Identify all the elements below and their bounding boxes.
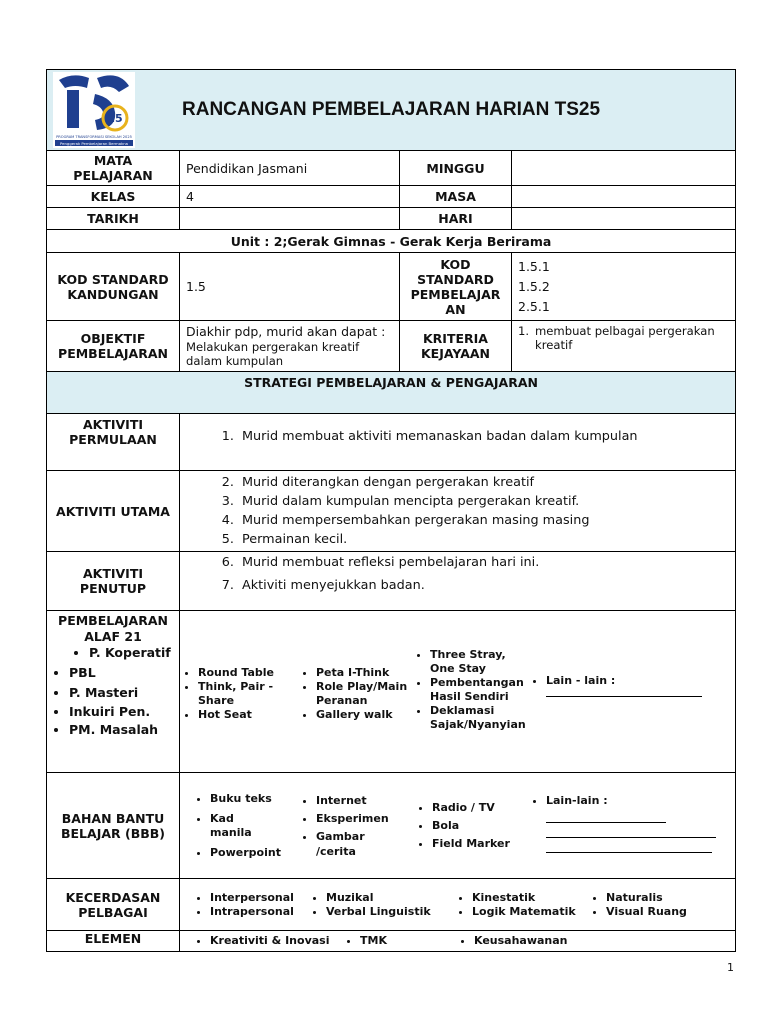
list-item: • Logik Matematik xyxy=(472,905,588,919)
list-item: 4. Murid mempersembahkan pergerakan masing masing xyxy=(238,511,729,530)
aktiviti-utama-list xyxy=(180,471,736,552)
svg-text:PROGRAM TRANSFORMASI SEKOLAH 2: PROGRAM TRANSFORMASI SEKOLAH 2025 xyxy=(56,135,132,139)
hari-label: HARI xyxy=(400,208,512,230)
strategy-heading: STRATEGI PEMBELAJARAN & PENGAJARAN xyxy=(47,372,736,414)
fill-in-line xyxy=(546,838,712,853)
list-item: • PBL xyxy=(69,663,175,683)
list-item: • P. Masteri xyxy=(69,683,175,703)
list-item: • Kreativiti & Inovasi xyxy=(210,934,342,948)
list-item: • Buku teks xyxy=(210,792,272,806)
list-item: • Field Marker xyxy=(432,835,528,853)
mata-pelajaran-value: Pendidikan Jasmani xyxy=(180,151,400,186)
minggu-value xyxy=(512,151,736,186)
kecerdasan-label: KECERDASAN PELBAGAI xyxy=(47,879,180,931)
masa-label: MASA xyxy=(400,186,512,208)
list-item: • Kad manila xyxy=(210,812,272,840)
tarikh-value xyxy=(180,208,400,230)
objective-row xyxy=(47,321,736,372)
list-item: 6. Murid membuat refleksi pembelajaran hari ini. xyxy=(238,553,729,572)
list-item: • Think, Pair - Share xyxy=(198,680,298,708)
unit-row xyxy=(47,230,736,253)
list-item: • Three Stray, One Stay xyxy=(430,648,524,676)
ts25-logo xyxy=(53,72,135,148)
list-item: • Kinestatik xyxy=(472,891,588,905)
objektif-value xyxy=(180,321,400,372)
kecerdasan-options xyxy=(180,879,736,931)
bbb-row xyxy=(47,773,736,879)
fill-in-line xyxy=(546,688,702,697)
kriteria-label: KRITERIA KEJAYAAN xyxy=(400,321,512,372)
elemen-options xyxy=(180,931,736,952)
pak21-options xyxy=(180,611,736,773)
list-item: • Verbal Linguistik xyxy=(326,905,454,919)
list-item: • Interpersonal xyxy=(210,891,308,905)
list-item: • P. Koperatif xyxy=(89,645,175,661)
list-item: • Inkuiri Pen. xyxy=(69,702,175,722)
list-item: • Hot Seat xyxy=(198,708,298,722)
ksp-value: 1.5.1 xyxy=(518,258,550,274)
svg-text:25: 25 xyxy=(107,112,123,125)
ksk-label: KOD STANDARD KANDUNGAN xyxy=(47,253,180,321)
objektif-intro: Diakhir pdp, murid akan dapat : xyxy=(186,324,386,339)
list-item: • Visual Ruang xyxy=(606,905,698,919)
fill-in-line xyxy=(546,823,716,838)
subject-row xyxy=(47,151,736,186)
class-row xyxy=(47,186,736,208)
bbb-options xyxy=(180,773,736,879)
list-item: 1. Murid membuat aktiviti memanaskan badan dalam kumpulan xyxy=(238,427,729,446)
list-item: • Lain-lain : xyxy=(546,794,713,808)
kecerdasan-row xyxy=(47,879,736,931)
lesson-plan-page xyxy=(46,69,735,952)
kriteria-value xyxy=(512,321,736,372)
list-item: • Intrapersonal xyxy=(210,905,308,919)
kriteria-text: membuat pelbagai pergerakan kreatif xyxy=(535,324,715,352)
aktiviti-permulaan-label: AKTIVITI PERMULAAN xyxy=(47,414,180,471)
list-item: • Naturalis xyxy=(606,891,698,905)
list-item: 2. Murid diterangkan dengan pergerakan kreatif xyxy=(238,473,729,492)
ksk-value: 1.5 xyxy=(180,253,400,321)
date-row xyxy=(47,208,736,230)
lesson-plan-table xyxy=(46,69,736,952)
list-item: • PM. Masalah xyxy=(69,722,175,737)
list-item: • Internet xyxy=(316,793,414,808)
list-item: • Gambar /cerita xyxy=(316,829,376,859)
closing-activity-row xyxy=(47,552,736,611)
pak21-row xyxy=(47,611,736,773)
list-item: • TMK xyxy=(360,934,456,948)
list-item: • Keusahawanan xyxy=(474,934,606,948)
ksp-label: KOD STANDARD PEMBELAJAR AN xyxy=(400,253,512,321)
kelas-label: KELAS xyxy=(47,186,180,208)
unit-title: Unit : 2;Gerak Gimnas - Gerak Kerja Berirama xyxy=(47,230,736,253)
list-item: • Powerpoint xyxy=(210,846,272,860)
list-item: 7. Aktiviti menyejukkan badan. xyxy=(238,572,729,599)
page-title: RANCANGAN PEMBELAJARAN HARIAN TS25 xyxy=(182,99,601,120)
header-row xyxy=(47,70,736,151)
list-item: 5. Permainan kecil. xyxy=(238,530,729,549)
list-item: • Deklamasi Sajak/Nyanyian xyxy=(430,704,524,732)
list-item: • Eksperimen xyxy=(316,811,414,826)
list-item: • Role Play/Main Peranan xyxy=(316,680,412,708)
elemen-label: ELEMEN xyxy=(47,931,180,952)
mata-pelajaran-label: MATA PELAJARAN xyxy=(47,151,180,186)
page-number: 1 xyxy=(727,961,734,974)
strategy-heading-row xyxy=(47,372,736,414)
objektif-text: Melakukan pergerakan kreatif dalam kumpulan xyxy=(186,340,360,368)
bbb-label: BAHAN BANTU BELAJAR (BBB) xyxy=(47,773,180,879)
pak21-label: PEMBELAJARAN ALAF 21 xyxy=(58,613,168,644)
elemen-row xyxy=(47,931,736,952)
list-item: • Radio / TV xyxy=(432,799,528,817)
aktiviti-penutup-label: AKTIVITI PENUTUP xyxy=(47,552,180,611)
ksp-values xyxy=(512,253,736,321)
ksp-value: 2.5.1 xyxy=(518,298,550,314)
list-item: • Lain - lain : xyxy=(546,674,708,688)
main-activity-row xyxy=(47,471,736,552)
svg-text:Penggerak Pembelajaran Bermakn: Penggerak Pembelajaran Bermakna xyxy=(60,141,128,146)
objektif-label: OBJEKTIF PEMBELAJARAN xyxy=(47,321,180,372)
hari-value xyxy=(512,208,736,230)
kriteria-number: 1. xyxy=(518,324,530,338)
list-item: 3. Murid dalam kumpulan mencipta pergerakan kreatif. xyxy=(238,492,729,511)
list-item: • Peta I-Think xyxy=(316,666,412,680)
standard-row xyxy=(47,253,736,321)
masa-value xyxy=(512,186,736,208)
tarikh-label: TARIKH xyxy=(47,208,180,230)
fill-in-line xyxy=(546,808,666,823)
list-item: • Bola xyxy=(432,817,528,835)
minggu-label: MINGGU xyxy=(400,151,512,186)
aktiviti-penutup-list xyxy=(180,552,736,611)
aktiviti-utama-label: AKTIVITI UTAMA xyxy=(47,471,180,552)
opening-activity-row xyxy=(47,414,736,471)
ksp-value: 1.5.2 xyxy=(518,278,550,294)
list-item: • Round Table xyxy=(198,666,298,680)
list-item: • Gallery walk xyxy=(316,708,412,722)
aktiviti-permulaan-list xyxy=(180,414,736,471)
pak21-label-cell xyxy=(47,611,180,773)
kelas-value: 4 xyxy=(180,186,400,208)
list-item: • Pembentangan Hasil Sendiri xyxy=(430,676,524,704)
list-item: • Muzikal xyxy=(326,891,454,905)
